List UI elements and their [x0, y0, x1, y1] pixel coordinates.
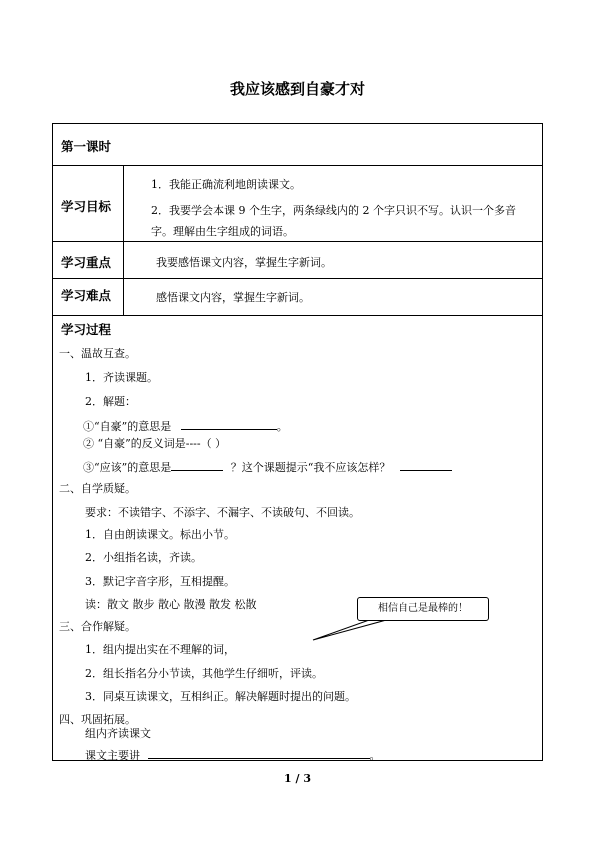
step2-requirement: 要求：不读错字、不添字、不漏字、不读破句、不回读。 — [85, 506, 360, 519]
step4-item2-end: 。 — [369, 749, 381, 762]
step1-title: 一、温故互查。 — [59, 347, 136, 360]
step3-item1: 1．组内提出实在不理解的词， — [85, 643, 235, 656]
step4-item1: 组内齐读课文 — [85, 727, 151, 740]
goals-label: 学习目标 — [61, 199, 112, 214]
step1-item2a-end: 。 — [276, 420, 288, 433]
page-number: 1 / 3 — [284, 772, 311, 785]
key-text: 我要感悟课文内容，掌握生字新词。 — [156, 256, 332, 269]
row-difficulty — [53, 279, 542, 316]
step2-title: 二、自学质疑。 — [59, 482, 136, 495]
lesson-heading: 第一课时 — [61, 139, 112, 154]
step1-item2a — [83, 417, 288, 434]
step1-item2b: ② “自豪”的反义词是----（ ） — [83, 437, 227, 450]
step4-item2 — [85, 746, 381, 763]
step1-item2c-question: ？这个课题提示“我不应该怎样？ — [230, 461, 391, 474]
step1-item2: 2．解题： — [85, 395, 136, 408]
goals-line-1: 1．我能正确流利地朗读课文。 — [151, 178, 301, 191]
process-label: 学习过程 — [61, 322, 112, 337]
difficulty-label: 学习难点 — [61, 288, 112, 303]
step2-item2: 2．小组指名读，齐读。 — [85, 551, 202, 564]
step2-read-words: 读：散文 散步 散心 散漫 散发 松散 — [85, 598, 257, 611]
step3-title: 三、合作解疑。 — [59, 620, 136, 633]
step1-item1: 1．齐读课题。 — [85, 371, 158, 384]
step2-item1: 1．自由朗读课文。标出小节。 — [85, 528, 235, 541]
difficulty-text: 感悟课文内容，掌握生字新词。 — [156, 291, 310, 304]
answer-blank[interactable] — [171, 458, 223, 471]
step4-item2-prompt: 课文主要讲 — [85, 749, 140, 762]
answer-blank[interactable] — [148, 746, 370, 759]
step2-item3: 3．默记字音字形，互相提醒。 — [85, 575, 235, 588]
step1-item2c-prompt: ③“应该”的意思是 — [83, 461, 172, 474]
page-title: 我应该感到自豪才对 — [229, 80, 365, 98]
step3-item2: 2．组长指名分小节读，其他学生仔细听，评读。 — [85, 667, 323, 680]
answer-blank[interactable] — [181, 417, 277, 430]
step1-item2a-prompt: ①“自豪”的意思是 — [83, 420, 172, 433]
callout-box: 相信自己是最棒的！ — [357, 597, 489, 621]
goals-line-2: 2．我要学会本课 9 个生字，两条绿线内的 2 个字只识不写。认识一个多音字。理解由生字组成的词语。 — [151, 204, 516, 238]
step1-item2c — [83, 458, 452, 475]
column-divider — [123, 166, 124, 316]
row-lesson — [53, 124, 542, 166]
lesson-table — [52, 123, 543, 761]
step4-title: 四、巩固拓展。 — [59, 713, 136, 726]
key-label: 学习重点 — [61, 255, 112, 270]
row-key — [53, 242, 542, 279]
row-goals — [53, 166, 542, 242]
answer-blank[interactable] — [400, 458, 452, 471]
step3-item3: 3．同桌互读课文，互相纠正。解决解题时提出的问题。 — [85, 690, 356, 703]
